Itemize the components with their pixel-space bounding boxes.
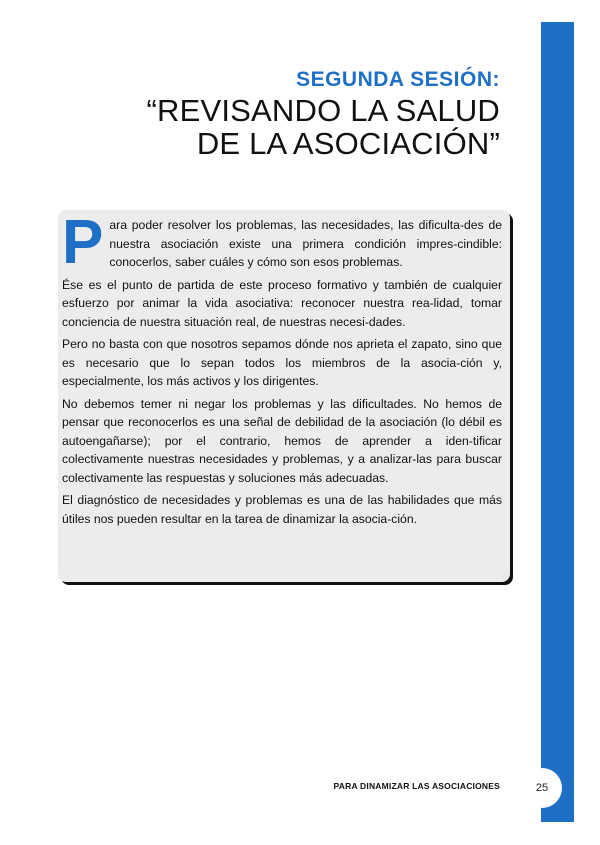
page-number: 25 <box>522 768 562 808</box>
paragraph-5: El diagnóstico de necesidades y problemas es una de las habilidades que más útiles nos pueden resultar en la tarea de dinamizar la asocia-ción. <box>62 493 502 526</box>
paragraph-1-text: ara poder resolver los problemas, las necesidades, las dificulta-des de nuestra asociación existe una primera condición impres-cindible: conocerlos, saber cuáles y cómo son esos problemas. <box>109 218 502 269</box>
title-line-1: “REVISANDO LA SALUD <box>146 93 500 128</box>
paragraph-2: Ése es el punto de partida de este proceso formativo y también de cualquier esfuerzo por animar la vida asociativa: reconocer nuestra rea-lidad, tomar conciencia de nuestra situación real, de nuestras necesi-dades. <box>62 277 502 329</box>
paragraph-3: Pero no basta con que nosotros sepamos dónde nos aprieta el zapato, sino que es necesario que lo sepan todos los miembros de la asocia-ción y, especialmente, los más activos y los dirigentes. <box>62 337 502 388</box>
page-title <box>146 94 500 160</box>
text-box <box>58 210 510 582</box>
side-color-strip <box>541 22 574 822</box>
session-subtitle: SEGUNDA SESIÓN: <box>296 68 500 91</box>
paragraph-1 <box>62 208 502 277</box>
section-header <box>146 68 500 160</box>
footer-book-title: PARA DINAMIZAR LAS ASOCIACIONES <box>333 781 500 791</box>
paragraph-4: No debemos temer ni negar los problemas y las dificultades. No hemos de pensar que reconocerlos es una señal de debilidad de la asociación (lo débil es autoengañarse); por el contrario, hemos de aprender a iden-tificar colectivamente nuestras necesidades y problemas, y a analizar-las para buscar colectivamente las respuestas y soluciones más adecuadas. <box>62 396 502 485</box>
title-line-2: DE LA ASOCIACIÓN” <box>196 126 500 161</box>
dropcap-letter: P <box>62 208 104 277</box>
text-box-content <box>62 208 502 532</box>
